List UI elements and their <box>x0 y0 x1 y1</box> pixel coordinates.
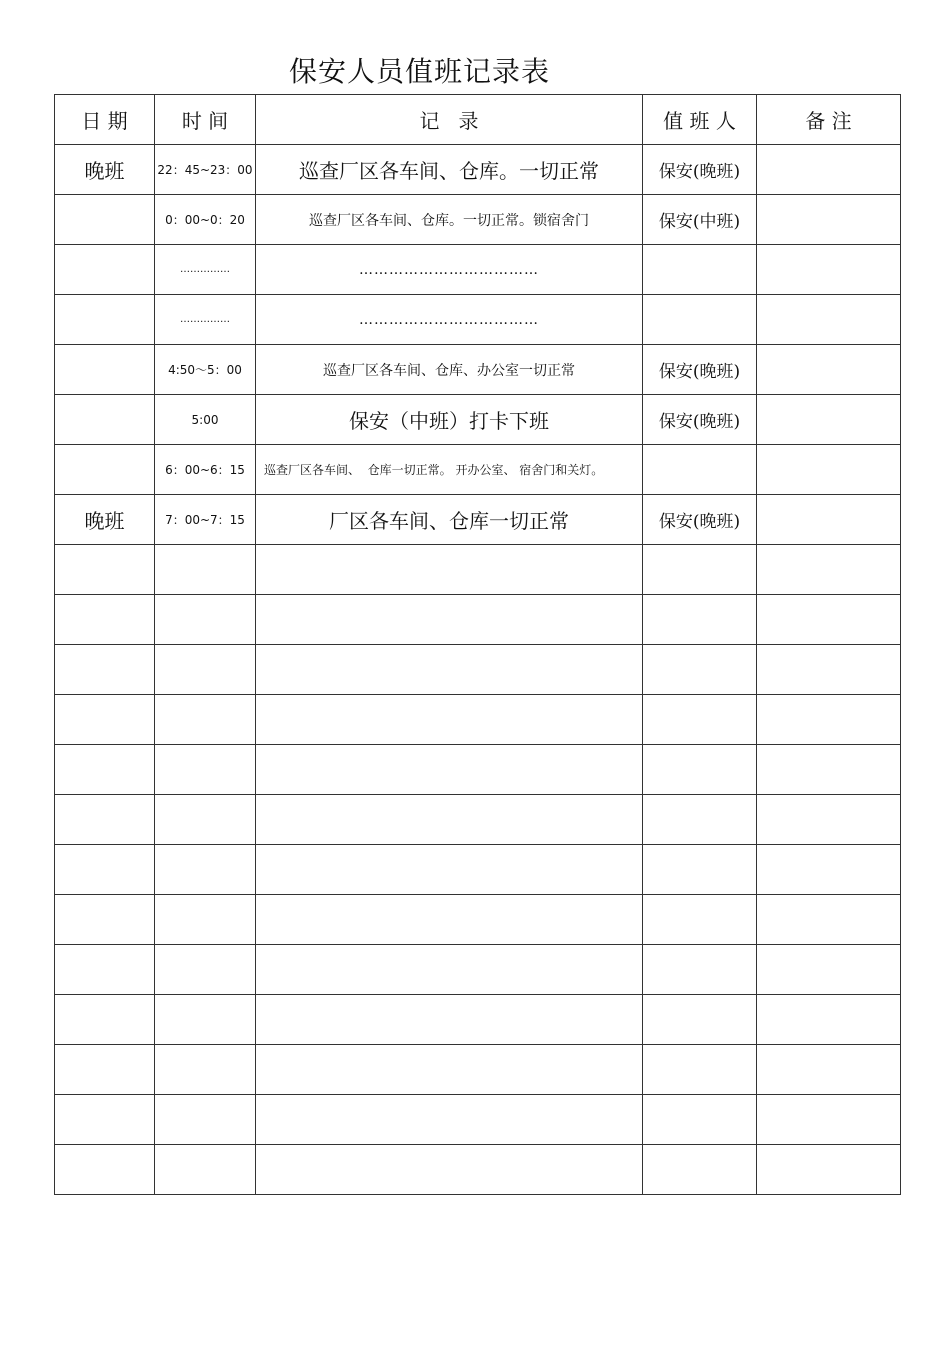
cell-empty <box>643 645 757 695</box>
cell-remark <box>757 495 901 545</box>
cell-record: 巡查厂区各车间、仓库。一切正常。锁宿舍门 <box>256 195 643 245</box>
header-time: 时 间 <box>155 95 256 145</box>
header-date: 日 期 <box>55 95 155 145</box>
cell-empty <box>256 745 643 795</box>
cell-empty <box>256 1095 643 1145</box>
table-row-blank <box>55 995 901 1045</box>
cell-duty: 保安(晚班) <box>643 395 757 445</box>
cell-duty: 保安(晚班) <box>643 495 757 545</box>
header-remark: 备 注 <box>757 95 901 145</box>
cell-empty <box>643 1095 757 1145</box>
table-row-blank <box>55 795 901 845</box>
cell-empty <box>155 545 256 595</box>
cell-empty <box>757 1095 901 1145</box>
cell-date <box>55 345 155 395</box>
cell-empty <box>757 1045 901 1095</box>
cell-empty <box>256 945 643 995</box>
cell-empty <box>155 1045 256 1095</box>
cell-empty <box>155 945 256 995</box>
cell-remark <box>757 395 901 445</box>
table-header-row <box>55 95 901 145</box>
cell-empty <box>643 1045 757 1095</box>
cell-duty <box>643 245 757 295</box>
cell-empty <box>55 745 155 795</box>
cell-empty <box>55 695 155 745</box>
cell-date <box>55 445 155 495</box>
cell-empty <box>155 595 256 645</box>
cell-date: 晚班 <box>55 145 155 195</box>
cell-empty <box>55 645 155 695</box>
cell-empty <box>256 995 643 1045</box>
cell-empty <box>155 1095 256 1145</box>
cell-empty <box>643 945 757 995</box>
cell-record: ……………………………… <box>256 245 643 295</box>
table-row-blank <box>55 845 901 895</box>
cell-remark <box>757 195 901 245</box>
cell-duty <box>643 445 757 495</box>
cell-empty <box>256 795 643 845</box>
cell-date <box>55 295 155 345</box>
cell-empty <box>155 695 256 745</box>
cell-duty: 保安(中班) <box>643 195 757 245</box>
table-row-blank <box>55 695 901 745</box>
duty-log-table <box>54 94 901 1195</box>
table-row-blank <box>55 545 901 595</box>
cell-empty <box>55 895 155 945</box>
cell-remark <box>757 345 901 395</box>
cell-empty <box>757 1145 901 1195</box>
table-row <box>55 245 901 295</box>
cell-empty <box>256 645 643 695</box>
cell-remark <box>757 245 901 295</box>
cell-record: 厂区各车间、仓库一切正常 <box>256 495 643 545</box>
cell-empty <box>55 1145 155 1195</box>
table-row <box>55 495 901 545</box>
cell-record: 巡查厂区各车间、 仓库一切正常。 开办公室、 宿舍门和关灯。 <box>256 445 643 495</box>
cell-empty <box>55 795 155 845</box>
blank-rows <box>55 545 901 1195</box>
table-row-blank <box>55 1095 901 1145</box>
cell-time: …………… <box>155 245 256 295</box>
cell-empty <box>256 545 643 595</box>
table-row-blank <box>55 1145 901 1195</box>
cell-record: 保安（中班）打卡下班 <box>256 395 643 445</box>
cell-date <box>55 245 155 295</box>
cell-empty <box>757 945 901 995</box>
cell-empty <box>155 1145 256 1195</box>
cell-empty <box>757 645 901 695</box>
cell-empty <box>155 995 256 1045</box>
cell-duty: 保安(晚班) <box>643 345 757 395</box>
table-row <box>55 395 901 445</box>
cell-empty <box>155 895 256 945</box>
cell-empty <box>643 545 757 595</box>
cell-record: ……………………………… <box>256 295 643 345</box>
cell-duty: 保安(晚班) <box>643 145 757 195</box>
cell-time: 5:00 <box>155 395 256 445</box>
table-row-blank <box>55 595 901 645</box>
table-row-blank <box>55 895 901 945</box>
table-row-blank <box>55 745 901 795</box>
cell-empty <box>55 545 155 595</box>
cell-date: 晚班 <box>55 495 155 545</box>
cell-empty <box>256 1145 643 1195</box>
cell-empty <box>757 595 901 645</box>
cell-empty <box>55 1045 155 1095</box>
cell-empty <box>643 995 757 1045</box>
cell-empty <box>256 845 643 895</box>
cell-empty <box>55 945 155 995</box>
cell-record: 巡查厂区各车间、仓库、办公室一切正常 <box>256 345 643 395</box>
cell-empty <box>643 1145 757 1195</box>
cell-time: 22：45~23：00 <box>155 145 256 195</box>
cell-time: …………… <box>155 295 256 345</box>
cell-date <box>55 395 155 445</box>
cell-empty <box>643 845 757 895</box>
cell-empty <box>643 745 757 795</box>
cell-empty <box>155 845 256 895</box>
cell-empty <box>155 745 256 795</box>
table-row-blank <box>55 645 901 695</box>
cell-empty <box>256 895 643 945</box>
table-row <box>55 295 901 345</box>
cell-empty <box>55 845 155 895</box>
cell-empty <box>757 695 901 745</box>
cell-date <box>55 195 155 245</box>
cell-empty <box>256 595 643 645</box>
table-row <box>55 445 901 495</box>
header-record: 记 录 <box>256 95 643 145</box>
cell-remark <box>757 295 901 345</box>
cell-empty <box>643 695 757 745</box>
cell-empty <box>55 995 155 1045</box>
table-row-blank <box>55 945 901 995</box>
cell-empty <box>757 845 901 895</box>
cell-empty <box>256 1045 643 1095</box>
cell-time: 7：00~7：15 <box>155 495 256 545</box>
cell-empty <box>757 545 901 595</box>
table-row-blank <box>55 1045 901 1095</box>
page-title: 保安人员值班记录表 <box>289 55 551 88</box>
cell-empty <box>155 645 256 695</box>
table-row <box>55 195 901 245</box>
cell-empty <box>757 795 901 845</box>
cell-remark <box>757 145 901 195</box>
cell-empty <box>643 895 757 945</box>
cell-time: 4:50～5：00 <box>155 345 256 395</box>
cell-time: 6：00~6：15 <box>155 445 256 495</box>
header-duty: 值 班 人 <box>643 95 757 145</box>
cell-duty <box>643 295 757 345</box>
cell-empty <box>155 795 256 845</box>
cell-empty <box>757 895 901 945</box>
cell-record: 巡查厂区各车间、仓库。一切正常 <box>256 145 643 195</box>
cell-time: 0：00~0：20 <box>155 195 256 245</box>
table-row <box>55 145 901 195</box>
cell-empty <box>55 1095 155 1145</box>
cell-empty <box>643 795 757 845</box>
cell-empty <box>643 595 757 645</box>
cell-remark <box>757 445 901 495</box>
cell-empty <box>55 595 155 645</box>
table-row <box>55 345 901 395</box>
cell-empty <box>256 695 643 745</box>
cell-empty <box>757 995 901 1045</box>
cell-empty <box>757 745 901 795</box>
